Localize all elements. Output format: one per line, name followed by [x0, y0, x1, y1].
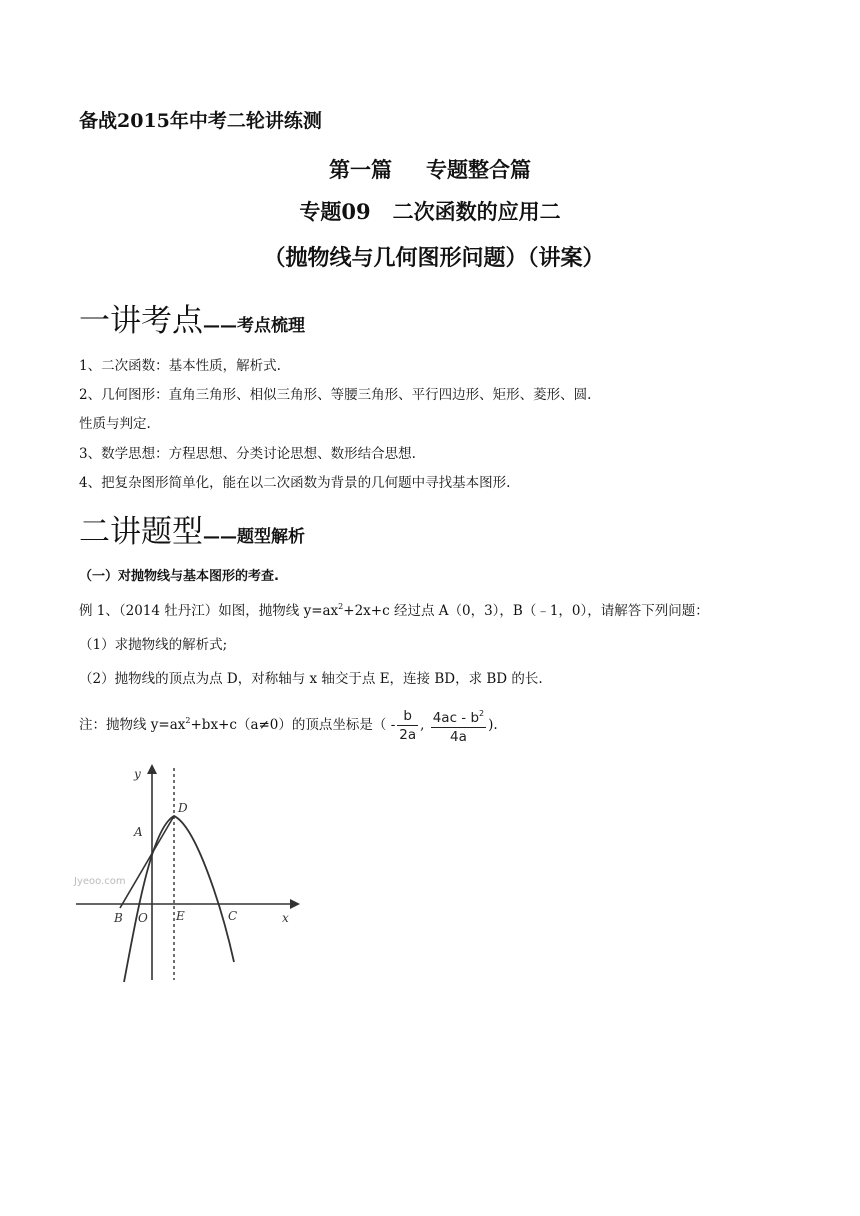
example-part1: 例 1、（2014 牡丹江）如图，抛物线 y=ax	[79, 603, 339, 619]
example-sup: 2	[338, 602, 344, 611]
label-x: x	[282, 911, 289, 925]
subtitle: （抛物线与几何图形问题）（讲案）	[263, 245, 605, 271]
section2-big: 二讲题型	[79, 514, 203, 550]
parabola-graph	[72, 758, 312, 988]
point-2: 2、几何图形：直角三角形、相似三角形、等腰三角形、平行四边形、矩形、菱形、圆.	[79, 387, 592, 403]
frac1-den: 2a	[399, 727, 417, 743]
note-part1: 注：抛物线 y=ax	[79, 717, 186, 733]
section2-heading	[79, 506, 305, 551]
point-4: 4、把复杂图形简单化，能在以二次函数为背景的几何题中寻找基本图形.	[79, 475, 511, 491]
point-1: 1、二次函数：基本性质，解析式.	[79, 358, 281, 374]
section1-small: ——考点梳理	[203, 316, 305, 336]
part-right: 专题整合篇	[426, 157, 531, 182]
parabola-curve	[124, 816, 234, 982]
note-neg: -	[390, 717, 396, 733]
fraction-4ac-b2-4a	[431, 705, 486, 746]
watermark: Jyeoo.com	[74, 876, 126, 887]
example-part2: +2x+c 经过点 A（0，3），B（﹣1，0），请解答下列问题：	[343, 603, 709, 619]
frac2-num-text: 4ac - b	[432, 710, 480, 726]
question-1: （1）求抛物线的解析式;	[79, 637, 228, 653]
note-text	[79, 705, 498, 746]
part-title	[0, 154, 860, 184]
frac2-den: 4a	[449, 729, 467, 745]
label-a: A	[134, 825, 143, 839]
label-o: O	[138, 911, 148, 925]
label-e: E	[176, 909, 185, 923]
y-axis-arrow	[147, 764, 157, 774]
segment-bd	[120, 816, 174, 908]
point-3: 3、数学思想：方程思想、分类讨论思想、数形结合思想.	[79, 446, 416, 462]
x-axis-arrow	[290, 899, 300, 909]
note-end: ).	[488, 717, 498, 733]
part-left: 第一篇	[329, 157, 392, 182]
section1-big: 一讲考点	[79, 303, 203, 339]
topic-title	[0, 196, 860, 226]
label-d: D	[178, 801, 188, 815]
label-c: C	[228, 909, 238, 923]
fraction-b-2a	[397, 707, 418, 744]
section2-small: ——题型解析	[203, 527, 305, 547]
example-text	[79, 599, 709, 619]
frac2-sup: 2	[479, 709, 485, 718]
question-2: （2）抛物线的顶点为点 D，对称轴与 x 轴交于点 E，连接 BD，求 BD 的长.	[79, 671, 543, 687]
note-part2: +bx+c（a≠0）的顶点坐标是（	[190, 717, 391, 733]
note-sup: 2	[185, 716, 191, 725]
topic-right: 二次函数的应用二	[392, 199, 561, 224]
note-comma: ,	[420, 717, 429, 733]
label-b: B	[114, 911, 123, 925]
topic-left: 专题09	[299, 199, 371, 224]
header-title: 备战2015年中考二轮讲练测	[79, 110, 322, 132]
section1-heading	[79, 295, 305, 340]
subsection-heading: （一）对抛物线与基本图形的考查.	[79, 569, 279, 584]
label-y: y	[134, 767, 141, 781]
frac1-num: b	[397, 707, 418, 726]
point-2-cont: 性质与判定.	[79, 416, 151, 432]
frac2-num	[431, 705, 486, 728]
